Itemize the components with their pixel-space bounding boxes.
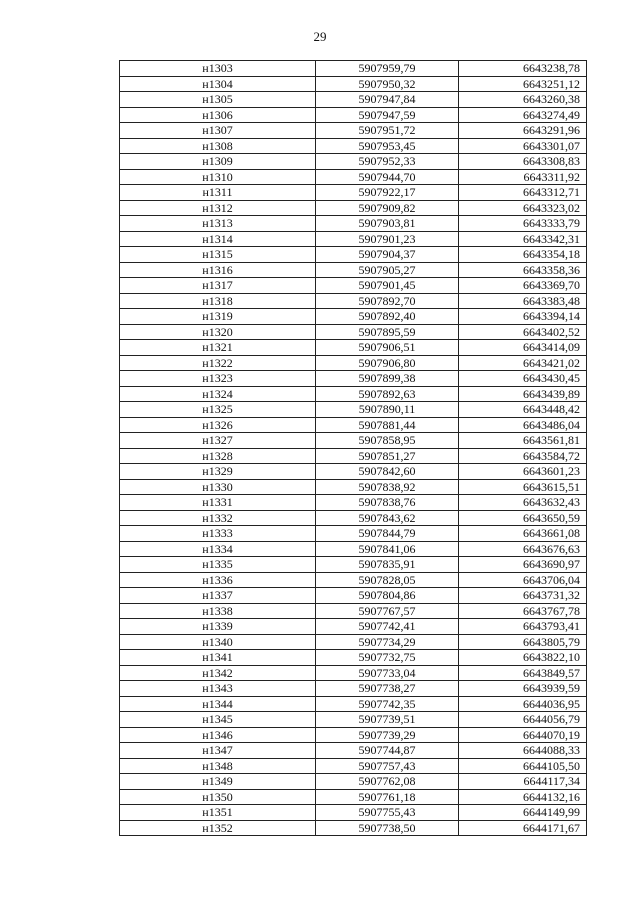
y-coordinate-cell: 6643274,49	[459, 107, 587, 123]
y-coordinate-cell: 6643439,89	[459, 386, 587, 402]
table-row	[120, 247, 587, 263]
y-coordinate-cell: 6643939,59	[459, 681, 587, 697]
point-id-cell: н1346	[120, 727, 316, 743]
table-row	[120, 169, 587, 185]
x-coordinate-cell: 5907851,27	[316, 448, 459, 464]
y-coordinate-cell: 6643849,57	[459, 665, 587, 681]
x-coordinate-cell: 5907951,72	[316, 123, 459, 139]
x-coordinate-cell: 5907905,27	[316, 262, 459, 278]
x-coordinate-cell: 5907732,75	[316, 650, 459, 666]
point-id-cell: н1329	[120, 464, 316, 480]
table-row	[120, 200, 587, 216]
point-id-cell: н1332	[120, 510, 316, 526]
y-coordinate-cell: 6643661,08	[459, 526, 587, 542]
point-id-cell: н1320	[120, 324, 316, 340]
point-id-cell: н1308	[120, 138, 316, 154]
coordinates-table	[119, 60, 587, 836]
table-row	[120, 805, 587, 821]
y-coordinate-cell: 6643615,51	[459, 479, 587, 495]
point-id-cell: н1318	[120, 293, 316, 309]
table-row	[120, 650, 587, 666]
y-coordinate-cell: 6643632,43	[459, 495, 587, 511]
x-coordinate-cell: 5907742,35	[316, 696, 459, 712]
y-coordinate-cell: 6643805,79	[459, 634, 587, 650]
table-row	[120, 572, 587, 588]
point-id-cell: н1307	[120, 123, 316, 139]
table-row	[120, 588, 587, 604]
table-row	[120, 92, 587, 108]
table-row	[120, 758, 587, 774]
table-row	[120, 371, 587, 387]
y-coordinate-cell: 6643822,10	[459, 650, 587, 666]
y-coordinate-cell: 6643731,32	[459, 588, 587, 604]
x-coordinate-cell: 5907959,79	[316, 61, 459, 77]
point-id-cell: н1306	[120, 107, 316, 123]
x-coordinate-cell: 5907890,11	[316, 402, 459, 418]
point-id-cell: н1312	[120, 200, 316, 216]
table-row	[120, 185, 587, 201]
y-coordinate-cell: 6643354,18	[459, 247, 587, 263]
x-coordinate-cell: 5907767,57	[316, 603, 459, 619]
table-row	[120, 510, 587, 526]
x-coordinate-cell: 5907838,92	[316, 479, 459, 495]
y-coordinate-cell: 6643706,04	[459, 572, 587, 588]
table-row	[120, 262, 587, 278]
point-id-cell: н1330	[120, 479, 316, 495]
table-row	[120, 231, 587, 247]
page-number: 29	[313, 29, 327, 44]
table-row	[120, 293, 587, 309]
y-coordinate-cell: 6643676,63	[459, 541, 587, 557]
table-row	[120, 603, 587, 619]
x-coordinate-cell: 5907842,60	[316, 464, 459, 480]
x-coordinate-cell: 5907903,81	[316, 216, 459, 232]
table-row	[120, 433, 587, 449]
x-coordinate-cell: 5907892,63	[316, 386, 459, 402]
point-id-cell: н1336	[120, 572, 316, 588]
table-row	[120, 123, 587, 139]
y-coordinate-cell: 6643601,23	[459, 464, 587, 480]
y-coordinate-cell: 6643333,79	[459, 216, 587, 232]
y-coordinate-cell: 6643650,59	[459, 510, 587, 526]
point-id-cell: н1305	[120, 92, 316, 108]
table-row	[120, 324, 587, 340]
table-row	[120, 727, 587, 743]
y-coordinate-cell: 6644132,16	[459, 789, 587, 805]
table-row	[120, 448, 587, 464]
x-coordinate-cell: 5907738,50	[316, 820, 459, 836]
table-row	[120, 464, 587, 480]
y-coordinate-cell: 6643394,14	[459, 309, 587, 325]
point-id-cell: н1335	[120, 557, 316, 573]
y-coordinate-cell: 6643323,02	[459, 200, 587, 216]
x-coordinate-cell: 5907892,70	[316, 293, 459, 309]
table-row	[120, 138, 587, 154]
x-coordinate-cell: 5907947,59	[316, 107, 459, 123]
point-id-cell: н1338	[120, 603, 316, 619]
table-row	[120, 743, 587, 759]
table-row	[120, 526, 587, 542]
x-coordinate-cell: 5907901,45	[316, 278, 459, 294]
y-coordinate-cell: 6643311,92	[459, 169, 587, 185]
y-coordinate-cell: 6643358,36	[459, 262, 587, 278]
point-id-cell: н1337	[120, 588, 316, 604]
x-coordinate-cell: 5907843,62	[316, 510, 459, 526]
x-coordinate-cell: 5907835,91	[316, 557, 459, 573]
y-coordinate-cell: 6644056,79	[459, 712, 587, 728]
y-coordinate-cell: 6643402,52	[459, 324, 587, 340]
table-row	[120, 107, 587, 123]
table-row	[120, 278, 587, 294]
y-coordinate-cell: 6644117,34	[459, 774, 587, 790]
x-coordinate-cell: 5907739,51	[316, 712, 459, 728]
point-id-cell: н1351	[120, 805, 316, 821]
x-coordinate-cell: 5907757,43	[316, 758, 459, 774]
table-row	[120, 541, 587, 557]
point-id-cell: н1323	[120, 371, 316, 387]
x-coordinate-cell: 5907952,33	[316, 154, 459, 170]
table-row	[120, 402, 587, 418]
table-row	[120, 696, 587, 712]
point-id-cell: н1324	[120, 386, 316, 402]
table-row	[120, 665, 587, 681]
x-coordinate-cell: 5907947,84	[316, 92, 459, 108]
table-row	[120, 309, 587, 325]
point-id-cell: н1350	[120, 789, 316, 805]
table-row	[120, 340, 587, 356]
y-coordinate-cell: 6643584,72	[459, 448, 587, 464]
table-row	[120, 216, 587, 232]
y-coordinate-cell: 6643690,97	[459, 557, 587, 573]
x-coordinate-cell: 5907904,37	[316, 247, 459, 263]
point-id-cell: н1311	[120, 185, 316, 201]
point-id-cell: н1317	[120, 278, 316, 294]
y-coordinate-cell: 6643414,09	[459, 340, 587, 356]
y-coordinate-cell: 6643793,41	[459, 619, 587, 635]
y-coordinate-cell: 6643291,96	[459, 123, 587, 139]
point-id-cell: н1326	[120, 417, 316, 433]
x-coordinate-cell: 5907828,05	[316, 572, 459, 588]
point-id-cell: н1340	[120, 634, 316, 650]
y-coordinate-cell: 6643251,12	[459, 76, 587, 92]
x-coordinate-cell: 5907762,08	[316, 774, 459, 790]
table-row	[120, 76, 587, 92]
point-id-cell: н1319	[120, 309, 316, 325]
table-row	[120, 619, 587, 635]
point-id-cell: н1343	[120, 681, 316, 697]
table-row	[120, 712, 587, 728]
x-coordinate-cell: 5907858,95	[316, 433, 459, 449]
x-coordinate-cell: 5907755,43	[316, 805, 459, 821]
table-row	[120, 557, 587, 573]
y-coordinate-cell: 6643342,31	[459, 231, 587, 247]
point-id-cell: н1303	[120, 61, 316, 77]
x-coordinate-cell: 5907899,38	[316, 371, 459, 387]
point-id-cell: н1333	[120, 526, 316, 542]
y-coordinate-cell: 6644149,99	[459, 805, 587, 821]
point-id-cell: н1347	[120, 743, 316, 759]
y-coordinate-cell: 6644105,50	[459, 758, 587, 774]
table-row	[120, 789, 587, 805]
x-coordinate-cell: 5907739,29	[316, 727, 459, 743]
table-row	[120, 774, 587, 790]
x-coordinate-cell: 5907906,51	[316, 340, 459, 356]
point-id-cell: н1349	[120, 774, 316, 790]
y-coordinate-cell: 6643301,07	[459, 138, 587, 154]
y-coordinate-cell: 6643486,04	[459, 417, 587, 433]
x-coordinate-cell: 5907906,80	[316, 355, 459, 371]
point-id-cell: н1325	[120, 402, 316, 418]
point-id-cell: н1328	[120, 448, 316, 464]
point-id-cell: н1341	[120, 650, 316, 666]
table-row	[120, 820, 587, 836]
point-id-cell: н1315	[120, 247, 316, 263]
table-row	[120, 386, 587, 402]
x-coordinate-cell: 5907733,04	[316, 665, 459, 681]
point-id-cell: н1314	[120, 231, 316, 247]
table-row	[120, 154, 587, 170]
y-coordinate-cell: 6644036,95	[459, 696, 587, 712]
y-coordinate-cell: 6644070,19	[459, 727, 587, 743]
y-coordinate-cell: 6644171,67	[459, 820, 587, 836]
y-coordinate-cell: 6643421,02	[459, 355, 587, 371]
y-coordinate-cell: 6643369,70	[459, 278, 587, 294]
point-id-cell: н1339	[120, 619, 316, 635]
x-coordinate-cell: 5907895,59	[316, 324, 459, 340]
point-id-cell: н1345	[120, 712, 316, 728]
x-coordinate-cell: 5907742,41	[316, 619, 459, 635]
point-id-cell: н1316	[120, 262, 316, 278]
point-id-cell: н1327	[120, 433, 316, 449]
point-id-cell: н1304	[120, 76, 316, 92]
x-coordinate-cell: 5907738,27	[316, 681, 459, 697]
point-id-cell: н1344	[120, 696, 316, 712]
y-coordinate-cell: 6644088,33	[459, 743, 587, 759]
y-coordinate-cell: 6643308,83	[459, 154, 587, 170]
y-coordinate-cell: 6643430,45	[459, 371, 587, 387]
y-coordinate-cell: 6643561,81	[459, 433, 587, 449]
point-id-cell: н1342	[120, 665, 316, 681]
table-row	[120, 681, 587, 697]
x-coordinate-cell: 5907909,82	[316, 200, 459, 216]
x-coordinate-cell: 5907744,87	[316, 743, 459, 759]
x-coordinate-cell: 5907838,76	[316, 495, 459, 511]
point-id-cell: н1331	[120, 495, 316, 511]
x-coordinate-cell: 5907881,44	[316, 417, 459, 433]
x-coordinate-cell: 5907922,17	[316, 185, 459, 201]
y-coordinate-cell: 6643238,78	[459, 61, 587, 77]
x-coordinate-cell: 5907844,79	[316, 526, 459, 542]
x-coordinate-cell: 5907944,70	[316, 169, 459, 185]
point-id-cell: н1348	[120, 758, 316, 774]
point-id-cell: н1322	[120, 355, 316, 371]
point-id-cell: н1313	[120, 216, 316, 232]
table-row	[120, 495, 587, 511]
x-coordinate-cell: 5907953,45	[316, 138, 459, 154]
table-row	[120, 61, 587, 77]
x-coordinate-cell: 5907901,23	[316, 231, 459, 247]
point-id-cell: н1309	[120, 154, 316, 170]
y-coordinate-cell: 6643260,38	[459, 92, 587, 108]
y-coordinate-cell: 6643767,78	[459, 603, 587, 619]
point-id-cell: н1321	[120, 340, 316, 356]
y-coordinate-cell: 6643448,42	[459, 402, 587, 418]
point-id-cell: н1310	[120, 169, 316, 185]
table-row	[120, 417, 587, 433]
x-coordinate-cell: 5907804,86	[316, 588, 459, 604]
table-row	[120, 355, 587, 371]
x-coordinate-cell: 5907950,32	[316, 76, 459, 92]
x-coordinate-cell: 5907841,06	[316, 541, 459, 557]
x-coordinate-cell: 5907761,18	[316, 789, 459, 805]
y-coordinate-cell: 6643312,71	[459, 185, 587, 201]
x-coordinate-cell: 5907734,29	[316, 634, 459, 650]
x-coordinate-cell: 5907892,40	[316, 309, 459, 325]
table-row	[120, 634, 587, 650]
point-id-cell: н1334	[120, 541, 316, 557]
point-id-cell: н1352	[120, 820, 316, 836]
y-coordinate-cell: 6643383,48	[459, 293, 587, 309]
coordinates-table-body	[120, 61, 587, 836]
table-row	[120, 479, 587, 495]
